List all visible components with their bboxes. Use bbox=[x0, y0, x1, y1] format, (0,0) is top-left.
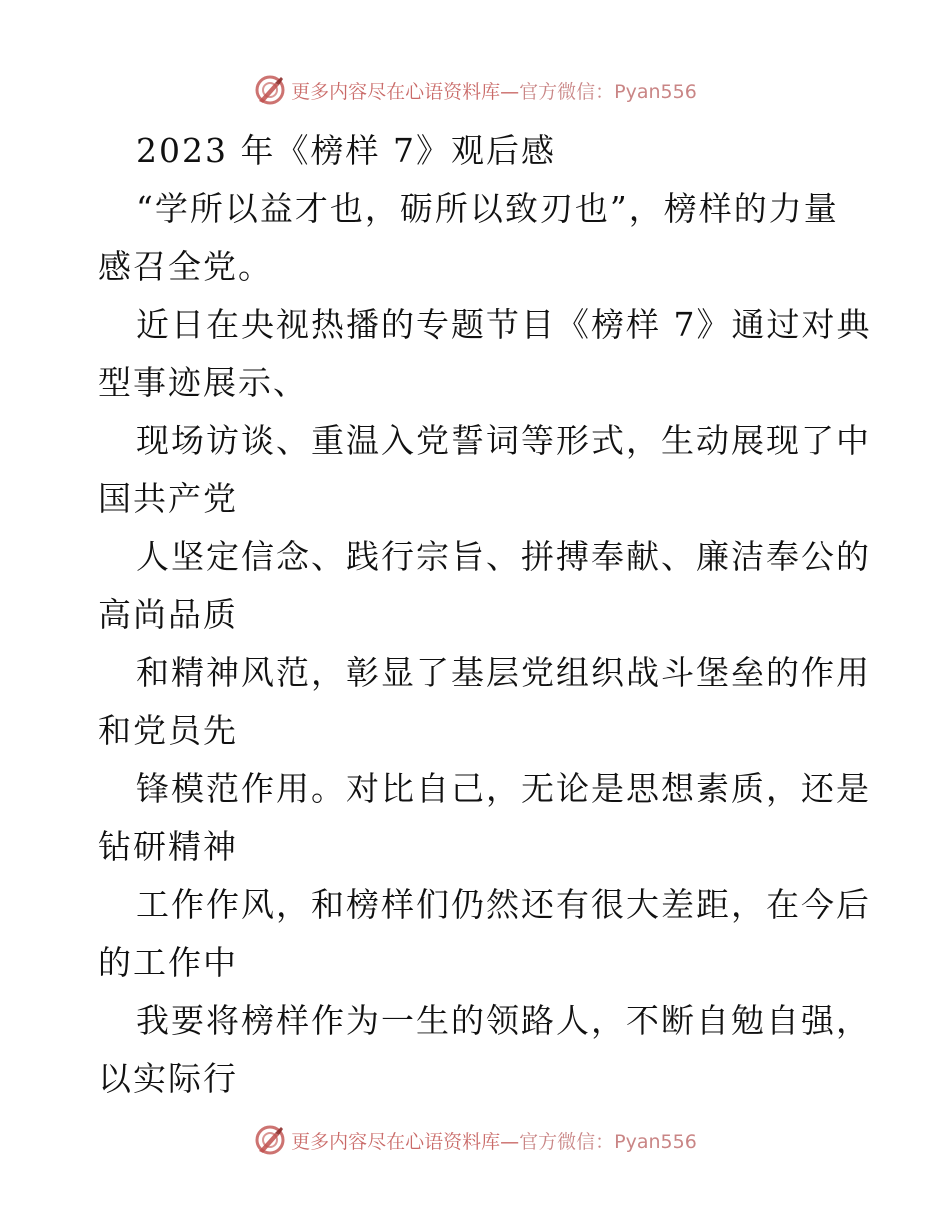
footer-watermark bbox=[0, 1120, 950, 1160]
text-line: 现场访谈、重温入党誓词等形式，生动展现了中 bbox=[136, 421, 871, 460]
text-line: 工作作风，和榜样们仍然还有很大差距，在今后 bbox=[136, 885, 871, 924]
text-line: 钻研精神 bbox=[98, 827, 238, 866]
text-line: 感召全党。 bbox=[98, 247, 273, 286]
text-line: 国共产党 bbox=[98, 479, 238, 518]
watermark-wechat: 官方微信：Pyan556 bbox=[519, 80, 697, 103]
text-line: 锋模范作用。对比自己，无论是思想素质，还是 bbox=[136, 769, 871, 808]
text-line: 型事迹展示、 bbox=[98, 363, 308, 402]
text-line: 和党员先 bbox=[98, 711, 238, 750]
text-line: 的工作中 bbox=[98, 943, 238, 982]
text-line: 和精神风范，彰显了基层党组织战斗堡垒的作用 bbox=[136, 653, 871, 692]
watermark-text: 更多内容尽在心语资料库— bbox=[291, 80, 520, 103]
watermark-wechat: 官方微信：Pyan556 bbox=[519, 1130, 697, 1153]
text-line: 近日在央视热播的专题节目《榜样 7》通过对典 bbox=[136, 305, 872, 344]
text-line: “学所以益才也，砺所以致刃也”，榜样的力量 bbox=[136, 189, 839, 228]
watermark-text: 更多内容尽在心语资料库— bbox=[291, 1130, 520, 1153]
pen-logo-icon bbox=[253, 1123, 287, 1157]
text-line: 以实际行 bbox=[98, 1059, 238, 1098]
pen-logo-icon bbox=[253, 73, 287, 107]
text-line: 2023 年《榜样 7》观后感 bbox=[136, 131, 556, 170]
header-watermark bbox=[0, 70, 950, 110]
text-line: 人坚定信念、践行宗旨、拼搏奉献、廉洁奉公的 bbox=[136, 537, 871, 576]
text-line: 我要将榜样作为一生的领路人，不断自勉自强， bbox=[136, 1001, 871, 1040]
document-body bbox=[98, 122, 872, 1108]
text-line: 高尚品质 bbox=[98, 595, 238, 634]
